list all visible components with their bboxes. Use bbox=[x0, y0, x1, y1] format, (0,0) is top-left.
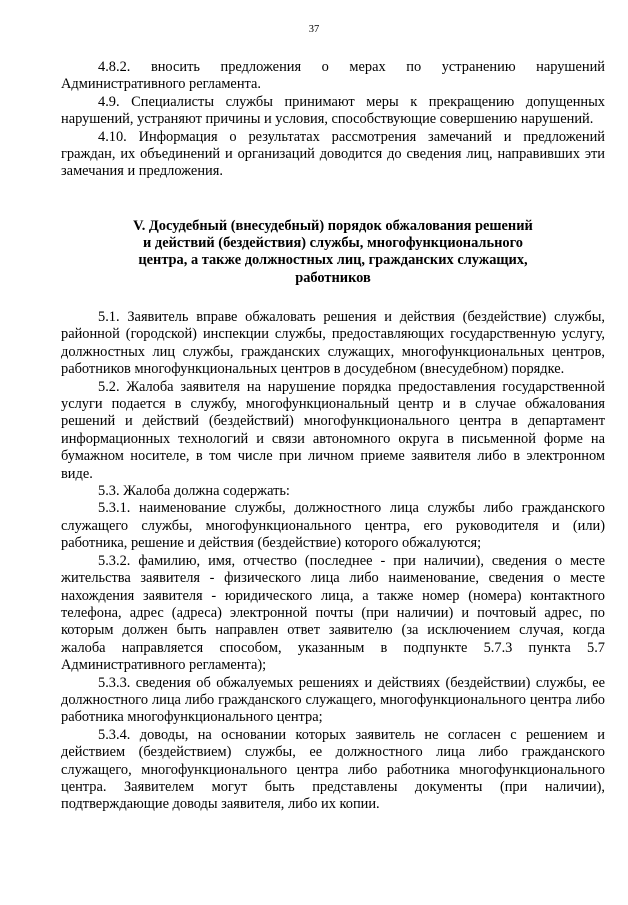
section-5-heading bbox=[95, 218, 571, 287]
paragraph-4-10: 4.10. Информация о результатах рассмотрения замечаний и предложений граждан, их объединений и организаций доводится до сведения лиц, направивших эти замечания и предложения. bbox=[61, 128, 605, 180]
section-5-heading-line: и действий (бездействия) службы, многофункционального bbox=[143, 235, 523, 252]
section-5-body bbox=[61, 309, 605, 814]
section-5-heading-line: работников bbox=[295, 269, 371, 286]
paragraph-5-3-3: 5.3.3. сведения об обжалуемых решениях и действиях (бездействии) службы, ее должностного лица либо гражданского служащего, многофункционального центра либо работника многофункционального центра; bbox=[61, 674, 605, 726]
section-5-heading-line: центра, а также должностных лиц, гражданских служащих, bbox=[138, 252, 528, 269]
paragraph-4-8-2: 4.8.2. вносить предложения о мерах по устранению нарушений Административного регламента. bbox=[61, 59, 605, 93]
paragraph-4-9: 4.9. Специалисты службы принимают меры к прекращению допущенных нарушений, устраняют причины и условия, способствующие совершению нарушений. bbox=[61, 93, 605, 128]
paragraph-5-1: 5.1. Заявитель вправе обжаловать решения и действия (бездействие) службы, районной (городской) инспекции службы, предоставляющих государственную услугу, должностных лиц службы, гражданских служащих, многофункциональных центров, работников многофункциональных центров в досудебном (внесудебном) порядке. bbox=[61, 309, 605, 378]
paragraph-5-3-2: 5.3.2. фамилию, имя, отчество (последнее - при наличии), сведения о месте жительства заявителя - физического лица либо наименование, сведения о месте нахождения заявителя - юридического лица, а также номер (номера) контактного телефона, адрес (адреса) электронной почты (при наличии) и почтовый адрес, по которым должен быть направлен ответ заявителю (за исключением случая, когда жалоба направляется способом, указанным в подпункте 5.7.3 пункта 5.7 Административного регламента); bbox=[61, 552, 605, 674]
section-4-continuation bbox=[61, 59, 605, 181]
page-number: 37 bbox=[308, 24, 320, 35]
paragraph-5-3-4: 5.3.4. доводы, на основании которых заявитель не согласен с решением и действием (бездействием) службы, ее должностного лица либо гражданского служащего, многофункционального центра либо работника многофункционального центра. Заявителем могут быть представлены документы (при наличии), подтверждающие доводы заявителя, либо их копии. bbox=[61, 726, 605, 813]
paragraph-5-2: 5.2. Жалоба заявителя на нарушение порядка предоставления государственной услуги подается в службу, многофункциональный центр и в случае обжалования решений и действий (бездействий) многофункционального центра в департамент информационных технологий и связи автономного округа в письменной форме на бумажном носителе, в том числе при личном приеме заявителя либо в электронном виде. bbox=[61, 378, 605, 482]
section-5-heading-line: V. Досудебный (внесудебный) порядок обжалования решений bbox=[133, 218, 533, 234]
paragraph-5-3: 5.3. Жалоба должна содержать: bbox=[98, 483, 290, 500]
paragraph-5-3-1: 5.3.1. наименование службы, должностного лица службы либо гражданского служащего службы, многофункционального центра, его руководителя и (или) работника, решение и действия (бездействие) которого обжалуются; bbox=[61, 500, 605, 552]
